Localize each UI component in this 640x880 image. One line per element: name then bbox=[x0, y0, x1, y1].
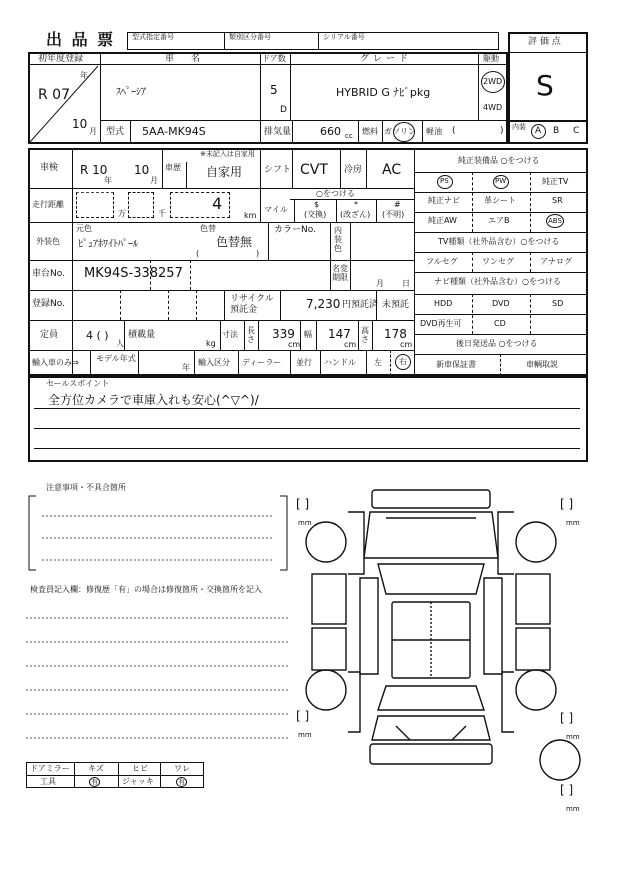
hdd-label: HDD bbox=[434, 299, 453, 308]
car-name-value: ｽﾍﾟｰｼｱ bbox=[116, 87, 146, 98]
pw-label: PW bbox=[495, 177, 507, 185]
model-value: 5AA-MK94S bbox=[142, 125, 206, 138]
capacity-label: 定員 bbox=[40, 330, 59, 340]
month-unit: 月 bbox=[89, 127, 97, 136]
recycle-unit: 円預託済 bbox=[342, 300, 379, 310]
width-unit: cm bbox=[344, 340, 357, 349]
import-class-label: 輸入区分 bbox=[198, 358, 230, 367]
dvd-play-label: DVD再生可 bbox=[420, 319, 462, 328]
ps-label: PS bbox=[440, 177, 449, 185]
repaint-value: 色替無 bbox=[216, 235, 253, 249]
recycle-amount: 7,230 bbox=[306, 297, 341, 311]
sym-star: * bbox=[354, 200, 358, 209]
dealer-label: ディーラー bbox=[242, 358, 282, 367]
crack-label: ヒビ bbox=[132, 764, 148, 773]
navi-type-title: ナビ種類（社外品含む）○をつける bbox=[434, 277, 561, 286]
repaint-label: 色替 bbox=[200, 224, 216, 233]
shift-value: CVT bbox=[300, 162, 328, 178]
leather-label: 革シート bbox=[484, 196, 516, 205]
std-navi-label: 純正ナビ bbox=[428, 196, 460, 205]
handle-label: ハンドル bbox=[324, 358, 356, 367]
model-year-unit: 年 bbox=[182, 363, 190, 372]
cd-label: CD bbox=[494, 319, 506, 328]
fuel-diesel: 軽油 bbox=[426, 127, 442, 136]
scratch-label: キズ bbox=[88, 764, 104, 773]
std-equipment-title: 純正装備品 ○をつける bbox=[458, 156, 540, 165]
displacement-value: 660 bbox=[320, 125, 341, 138]
grade-label: グレード bbox=[360, 54, 413, 64]
doors-label: ドア数 bbox=[262, 54, 286, 63]
altered-label: (改ざん) bbox=[340, 210, 371, 219]
grade-value: HYBRID G ﾅﾋﾞpkg bbox=[336, 86, 431, 99]
notes-bracket bbox=[28, 488, 288, 572]
length-value: 339 bbox=[272, 327, 295, 341]
sen-unit: 千 bbox=[158, 209, 166, 218]
chassis-label: 車台No. bbox=[32, 269, 65, 279]
tools-label: 工具 bbox=[40, 777, 56, 786]
model-year-label: モデル年式 bbox=[96, 354, 136, 363]
year-unit: 年 bbox=[80, 71, 88, 80]
header-id-box bbox=[127, 32, 499, 50]
sales-point-text: 全方位カメラで車庫入れも安心(^▽^)/ bbox=[48, 393, 259, 407]
sym-hash: # bbox=[394, 200, 401, 209]
mileage-circle-note: ○をつける bbox=[316, 189, 355, 198]
sr-label: SR bbox=[552, 196, 563, 205]
unknown-label: (不明) bbox=[382, 210, 405, 219]
mm-unit-fl: mm bbox=[298, 519, 312, 527]
height-unit: cm bbox=[400, 340, 413, 349]
recycle-none: 未預託 bbox=[382, 300, 410, 310]
fuel-gasoline: ガソリン bbox=[384, 127, 416, 136]
later-shipping-title: 後日発送品 ○をつける bbox=[456, 339, 538, 348]
category-label: 類別区分番号 bbox=[229, 33, 271, 41]
mm-bracket-fl: [ ] bbox=[296, 497, 310, 511]
shift-label: シフト bbox=[264, 165, 292, 175]
length-label: 長さ bbox=[247, 326, 255, 344]
sd-label: SD bbox=[552, 299, 564, 308]
displacement-label: 排気量 bbox=[264, 127, 292, 137]
sym-dollar: $ bbox=[314, 200, 320, 209]
jack-label: ジャッキ bbox=[122, 777, 154, 786]
parallel-label: 並行 bbox=[296, 358, 312, 367]
broken-label: ワレ bbox=[174, 764, 190, 773]
tools-has: 有 bbox=[91, 778, 98, 786]
rating-label: 評 価 点 bbox=[528, 37, 561, 47]
mileage-box-1 bbox=[76, 192, 114, 218]
int-color-label: 内装色 bbox=[334, 226, 342, 253]
mm-bracket-fr: [ ] bbox=[560, 497, 574, 511]
first-reg-era: R 07 bbox=[38, 87, 70, 103]
usage-note: ※未記入は自家用 bbox=[200, 150, 255, 158]
first-reg-month: 10 bbox=[72, 117, 88, 131]
ac-label: 冷房 bbox=[344, 165, 363, 175]
model-label: 型式 bbox=[106, 127, 125, 137]
drive-2wd: 2WD bbox=[483, 77, 503, 86]
serial-label: シリアル番号 bbox=[323, 33, 365, 41]
std-tv-label: 純正TV bbox=[542, 177, 569, 186]
miles-label: マイル bbox=[264, 205, 288, 214]
car-damage-diagram bbox=[300, 478, 590, 808]
sales-point-label: セールスポイント bbox=[46, 379, 110, 388]
man-unit: 万 bbox=[118, 209, 126, 218]
inspector-lines bbox=[26, 600, 290, 750]
length-unit: cm bbox=[288, 340, 301, 349]
abs-label: ABS bbox=[548, 217, 562, 225]
name-change-label: 名変期限 bbox=[332, 264, 348, 282]
ext-color-label: 外装色 bbox=[36, 237, 60, 246]
right-label: 右 bbox=[399, 357, 407, 366]
import-label: 輸入車のみ⇒ bbox=[32, 358, 79, 367]
shaken-month-unit: 月 bbox=[150, 176, 158, 185]
km-unit: km bbox=[244, 211, 257, 220]
load-label: 積載量 bbox=[128, 330, 156, 340]
jack-has: 有 bbox=[178, 778, 185, 786]
mm-unit-rl: mm bbox=[298, 731, 312, 739]
mm-unit-fr: mm bbox=[566, 519, 580, 527]
doors-value: 5 bbox=[270, 83, 278, 97]
car-name-label: 車 名 bbox=[165, 54, 205, 64]
mm-bracket-rl: [ ] bbox=[296, 709, 310, 723]
width-label: 幅 bbox=[304, 330, 312, 339]
mm-bracket-rr: [ ] bbox=[560, 711, 574, 725]
exchanged-label: (交換) bbox=[304, 210, 327, 219]
shaken-era: R 10 bbox=[80, 163, 108, 177]
analog-label: アナログ bbox=[540, 257, 572, 266]
door-mirror-label: ドアミラー bbox=[30, 764, 70, 773]
recycle-label: リサイクル預託金 bbox=[230, 294, 274, 315]
drive-4wd: 4WD bbox=[483, 103, 503, 112]
first-reg-label: 初年度登録 bbox=[38, 54, 84, 64]
capacity-value: 4 ( ) bbox=[86, 329, 109, 342]
height-value: 178 bbox=[384, 327, 407, 341]
door-type: D bbox=[280, 105, 287, 115]
fullseg-label: フルセグ bbox=[426, 257, 458, 266]
reg-no-label: 登録No. bbox=[32, 299, 65, 309]
width-value: 147 bbox=[328, 327, 351, 341]
mm-bracket-spare: [ ] bbox=[560, 783, 574, 797]
height-label: 高さ bbox=[361, 326, 369, 344]
ac-value: AC bbox=[382, 162, 402, 178]
std-aw-label: 純正AW bbox=[428, 216, 457, 225]
shaken-month: 10 bbox=[134, 163, 150, 177]
interior-a: A bbox=[535, 126, 542, 136]
oneseg-label: ワンセグ bbox=[482, 257, 514, 266]
mm-unit-rr: mm bbox=[566, 733, 580, 741]
capacity-unit: 人 bbox=[116, 339, 124, 348]
cc-unit: cc bbox=[345, 132, 353, 140]
orig-color-label: 元色 bbox=[76, 224, 92, 233]
mileage-box-2 bbox=[128, 192, 154, 218]
type-designation-label: 型式指定番号 bbox=[132, 33, 174, 41]
rating-value: S bbox=[536, 69, 554, 102]
fuel-label: 燃料 bbox=[362, 127, 378, 136]
mileage-digit: 4 bbox=[212, 194, 223, 213]
interior-label: 内装 bbox=[512, 123, 526, 131]
usage-value: 自家用 bbox=[206, 165, 243, 179]
color-no-label: カラーNo. bbox=[274, 225, 316, 235]
dims-label: 寸法 bbox=[222, 330, 238, 339]
warranty-label: 新車保証書 bbox=[436, 360, 476, 369]
interior-b: B bbox=[553, 126, 560, 136]
notes-label: 注意事項・不具合箇所 bbox=[46, 483, 126, 492]
interior-c: C bbox=[573, 126, 580, 136]
inspector-label: 検査員記入欄：修復歴「有」の場合は修復箇所・交換箇所を記入 bbox=[30, 585, 262, 594]
manual-label: 車輌取説 bbox=[526, 360, 558, 369]
usage-label: 車歴 bbox=[165, 163, 181, 172]
left-label: 左 bbox=[374, 358, 382, 367]
shaken-year-unit: 年 bbox=[104, 176, 112, 185]
mileage-label: 走行距離 bbox=[32, 200, 64, 209]
shaken-label: 車検 bbox=[40, 163, 59, 173]
chassis-value: MK94S-338257 bbox=[84, 266, 183, 281]
form-title: 出 品 票 bbox=[46, 30, 116, 49]
sales-point-box bbox=[28, 376, 588, 462]
drive-label: 駆動 bbox=[483, 54, 499, 63]
dvd-label: DVD bbox=[492, 299, 510, 308]
airbag-label: エアB bbox=[488, 216, 510, 225]
load-unit: kg bbox=[206, 339, 216, 348]
mm-unit-spare: mm bbox=[566, 805, 580, 813]
orig-color-value: ﾋﾟｭｱﾎﾜｲﾄﾊﾟｰﾙ bbox=[78, 239, 138, 250]
name-change-month: 月 bbox=[376, 279, 384, 288]
tv-type-title: TV種類（社外品含む）○をつける bbox=[438, 237, 560, 246]
name-change-day: 日 bbox=[402, 279, 410, 288]
